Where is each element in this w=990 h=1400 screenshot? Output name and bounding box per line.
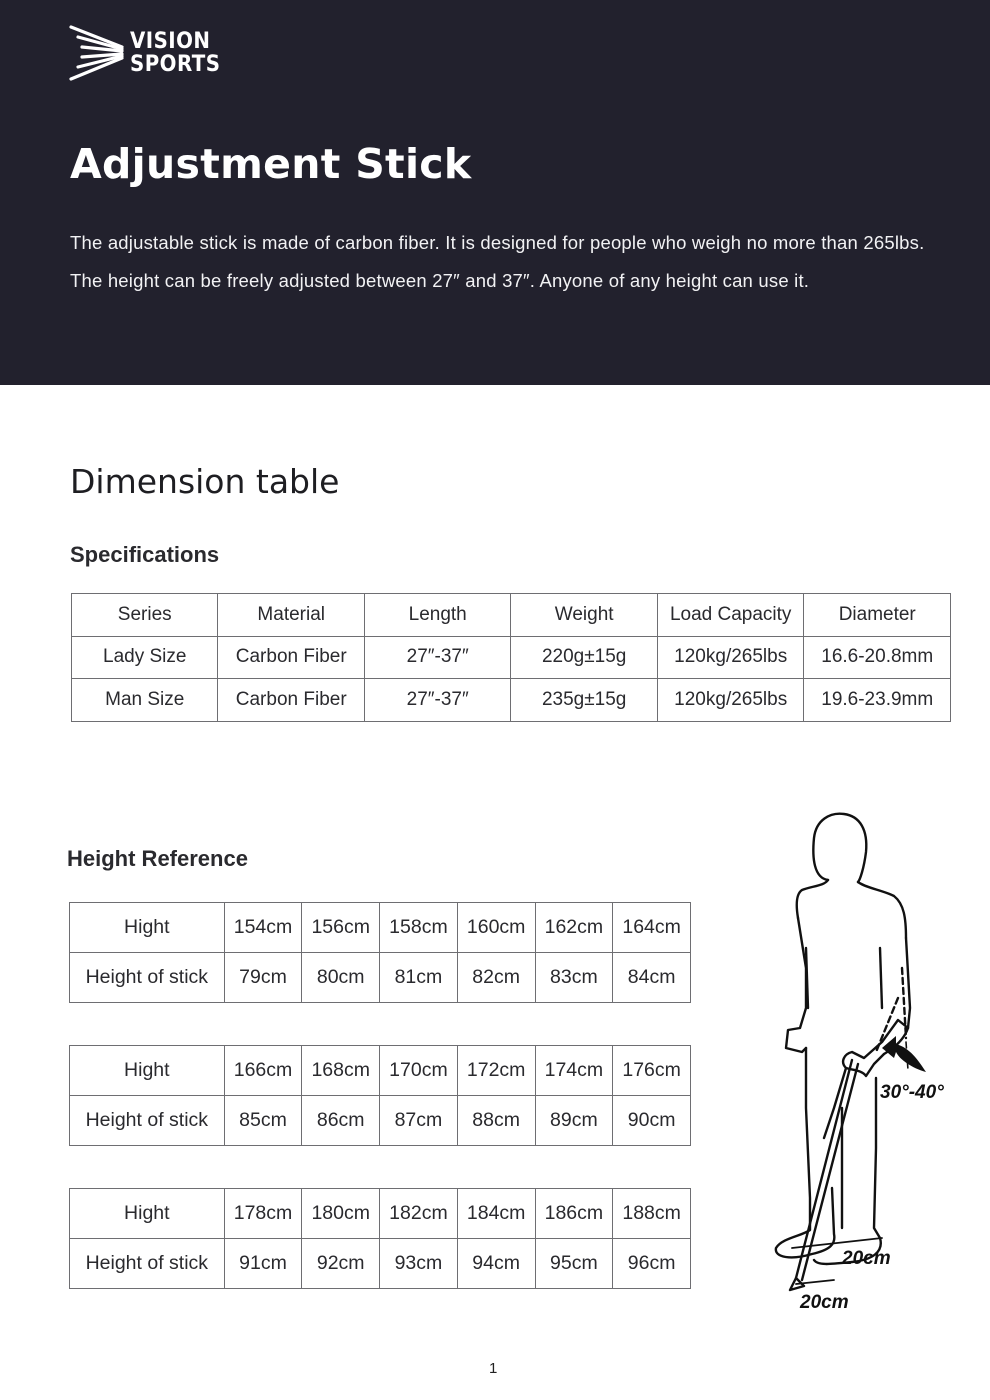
- header-cell: Series: [72, 594, 218, 637]
- table-cell: 166cm: [224, 1046, 302, 1096]
- brand-line-2: SPORTS: [130, 52, 221, 77]
- table-cell: 158cm: [380, 903, 458, 953]
- table-cell: 89cm: [535, 1096, 613, 1146]
- distance-label-side: 20cm: [800, 1292, 849, 1313]
- row-label-height: Hight: [70, 903, 225, 953]
- table-row: [70, 1046, 691, 1096]
- header-cell: Material: [218, 594, 364, 637]
- table-cell: Lady Size: [72, 636, 218, 679]
- angle-label: 30°-40°: [880, 1082, 944, 1103]
- brand-logo: [68, 22, 238, 84]
- brand-name: [130, 30, 220, 76]
- subsection-title-height-reference: Height Reference: [67, 846, 248, 871]
- table-cell: 90cm: [613, 1096, 691, 1146]
- table-cell: 16.6-20.8mm: [804, 636, 951, 679]
- table-row: [72, 636, 951, 679]
- table-row: [70, 1096, 691, 1146]
- header-cell: Length: [364, 594, 510, 637]
- table-cell: 160cm: [457, 903, 535, 953]
- page-number: 1: [489, 1360, 498, 1377]
- table-cell: 168cm: [302, 1046, 380, 1096]
- table-cell: Carbon Fiber: [218, 636, 364, 679]
- table-cell: 83cm: [535, 953, 613, 1003]
- table-cell: 27″-37″: [364, 636, 510, 679]
- table-cell: 120kg/265lbs: [657, 636, 804, 679]
- table-cell: 96cm: [613, 1239, 691, 1289]
- table-row: [70, 953, 691, 1003]
- table-cell: 162cm: [535, 903, 613, 953]
- table-cell: 19.6-23.9mm: [804, 679, 951, 722]
- table-cell: 188cm: [613, 1189, 691, 1239]
- height-reference-table-3: [69, 1188, 691, 1289]
- brand-line-1: VISION: [130, 29, 211, 54]
- table-cell: 84cm: [613, 953, 691, 1003]
- header-cell: Diameter: [804, 594, 951, 637]
- table-cell: Man Size: [72, 679, 218, 722]
- table-cell: 186cm: [535, 1189, 613, 1239]
- distance-label-forward: 20cm: [842, 1248, 891, 1269]
- page-title: Adjustment Stick: [70, 140, 472, 188]
- table-cell: 170cm: [380, 1046, 458, 1096]
- row-label-stick: Height of stick: [70, 1239, 225, 1289]
- table-cell: 154cm: [224, 903, 302, 953]
- table-cell: 184cm: [457, 1189, 535, 1239]
- specifications-table: [71, 593, 951, 722]
- table-cell: 92cm: [302, 1239, 380, 1289]
- usage-illustration: [762, 808, 982, 1328]
- table-cell: 80cm: [302, 953, 380, 1003]
- table-cell: 86cm: [302, 1096, 380, 1146]
- table-cell: Carbon Fiber: [218, 679, 364, 722]
- table-row: [70, 903, 691, 953]
- table-row: [70, 1239, 691, 1289]
- row-label-height: Hight: [70, 1046, 225, 1096]
- table-cell: 220g±15g: [511, 636, 658, 679]
- table-cell: 81cm: [380, 953, 458, 1003]
- height-reference-table-1: [69, 902, 691, 1003]
- table-cell: 172cm: [457, 1046, 535, 1096]
- table-cell: 91cm: [224, 1239, 302, 1289]
- table-cell: 235g±15g: [511, 679, 658, 722]
- table-cell: 176cm: [613, 1046, 691, 1096]
- table-cell: 182cm: [380, 1189, 458, 1239]
- table-cell: 95cm: [535, 1239, 613, 1289]
- row-label-height: Hight: [70, 1189, 225, 1239]
- table-cell: 164cm: [613, 903, 691, 953]
- table-cell: 180cm: [302, 1189, 380, 1239]
- product-description: The adjustable stick is made of carbon fiber. It is designed for people who weigh no more than 265lbs. The height can be freely adjusted between 27″ and 37″. Anyone of any height can use it.: [70, 232, 925, 291]
- header-cell: Weight: [511, 594, 658, 637]
- table-cell: 178cm: [224, 1189, 302, 1239]
- table-cell: 85cm: [224, 1096, 302, 1146]
- row-label-stick: Height of stick: [70, 953, 225, 1003]
- table-cell: 120kg/265lbs: [657, 679, 804, 722]
- table-row: [70, 1189, 691, 1239]
- subsection-title-specifications: Specifications: [70, 542, 220, 567]
- table-cell: 93cm: [380, 1239, 458, 1289]
- table-cell: 94cm: [457, 1239, 535, 1289]
- table-header-row: [72, 594, 951, 637]
- table-cell: 27″-37″: [364, 679, 510, 722]
- table-cell: 79cm: [224, 953, 302, 1003]
- table-cell: 174cm: [535, 1046, 613, 1096]
- speed-lines-arrow-icon: [68, 23, 126, 83]
- table-cell: 88cm: [457, 1096, 535, 1146]
- section-title-dimension: Dimension table: [70, 462, 340, 501]
- table-row: [72, 679, 951, 722]
- height-reference-table-2: [69, 1045, 691, 1146]
- hero-banner: [0, 0, 990, 385]
- table-cell: 82cm: [457, 953, 535, 1003]
- header-cell: Load Capacity: [657, 594, 804, 637]
- table-cell: 156cm: [302, 903, 380, 953]
- row-label-stick: Height of stick: [70, 1096, 225, 1146]
- table-cell: 87cm: [380, 1096, 458, 1146]
